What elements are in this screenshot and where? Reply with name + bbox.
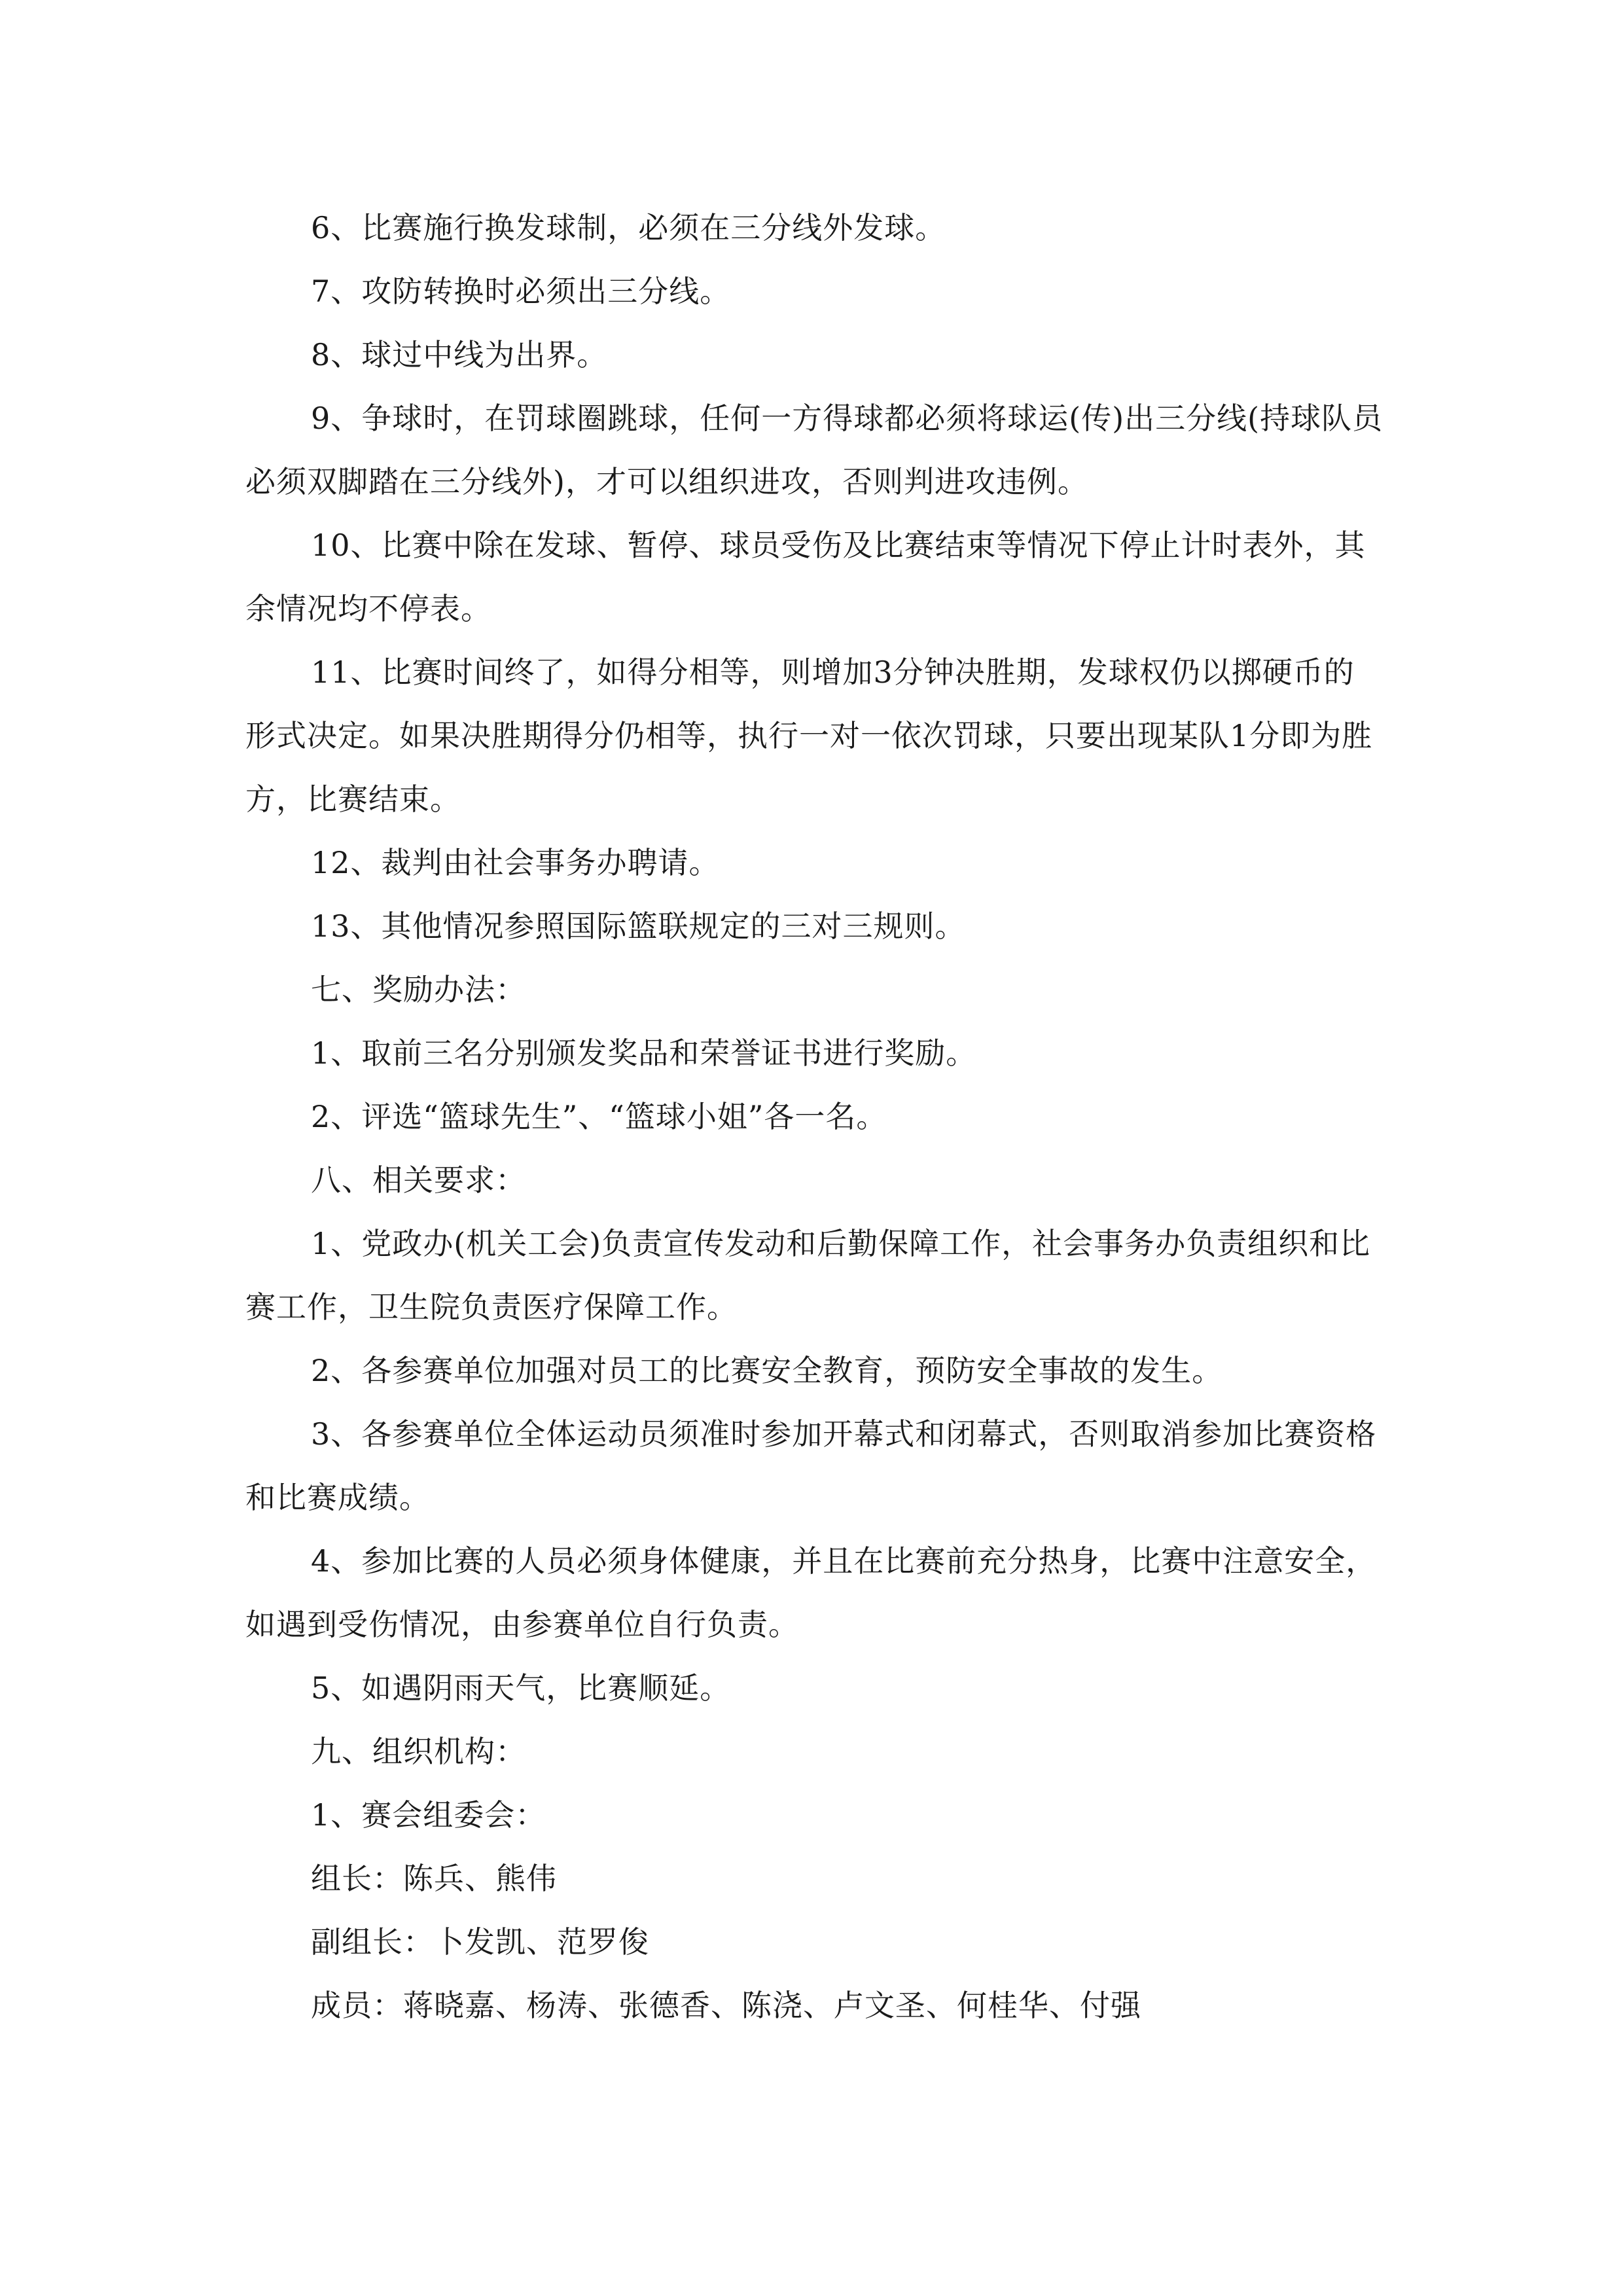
- committee-leader: 组长：陈兵、熊伟: [311, 1861, 557, 1896]
- requirement-2-paragraph: 2、各参赛单位加强对员工的比赛安全教育，预防安全事故的发生。: [311, 1353, 1223, 1388]
- rule-6-paragraph: 6、比赛施行换发球制，必须在三分线外发球。: [311, 210, 946, 245]
- committee-members: 成员：蒋晓嘉、杨涛、张德香、陈浇、卢文圣、何桂华、付强: [311, 1988, 1141, 2023]
- requirement-1-paragraph: 1、党政办(机关工会)负责宣传发动和后勤保障工作，社会事务办负责组织和比赛工作，卫生院负责医疗保障工作。: [245, 1226, 1371, 1325]
- rule-8-paragraph: 8、球过中线为出界。: [311, 337, 608, 372]
- requirement-3-paragraph: 3、各参赛单位全体运动员须准时参加开幕式和闭幕式，否则取消参加比赛资格和比赛成绩。: [245, 1416, 1377, 1515]
- award-2-paragraph: 2、评选“篮球先生”、“篮球小姐”各一名。: [311, 1099, 887, 1134]
- rule-12-paragraph: 12、裁判由社会事务办聘请。: [311, 845, 720, 880]
- rule-9-paragraph: 9、争球时，在罚球圈跳球，任何一方得球都必须将球运(传)出三分线(持球队员必须双脚踏在三分线外)，才可以组织进攻，否则判进攻违例。: [245, 401, 1383, 499]
- section-9-heading: 九、组织机构：: [311, 1734, 526, 1769]
- requirement-4-paragraph: 4、参加比赛的人员必须身体健康，并且在比赛前充分热身，比赛中注意安全，如遇到受伤情况，由参赛单位自行负责。: [245, 1543, 1377, 1642]
- committee-deputy-leader: 副组长：卜发凯、范罗俊: [311, 1924, 649, 1960]
- requirement-5-paragraph: 5、如遇阴雨天气，比赛顺延。: [311, 1670, 731, 1706]
- rule-13-paragraph: 13、其他情况参照国际篮联规定的三对三规则。: [311, 908, 966, 944]
- rule-7-paragraph: 7、攻防转换时必须出三分线。: [311, 274, 731, 309]
- rule-10-paragraph: 10、比赛中除在发球、暂停、球员受伤及比赛结束等情况下停止计时表外，其余情况均不停表。: [245, 528, 1366, 626]
- section-8-heading: 八、相关要求：: [311, 1162, 526, 1198]
- rule-11-paragraph: 11、比赛时间终了，如得分相等，则增加3分钟决胜期，发球权仍以掷硬币的形式决定。如果决胜期得分仍相等，执行一对一依次罚球，只要出现某队1分即为胜方，比赛结束。: [245, 655, 1373, 817]
- section-7-heading: 七、奖励办法：: [311, 972, 526, 1007]
- document-body: [245, 196, 1384, 2037]
- award-1-paragraph: 1、取前三名分别颁发奖品和荣誉证书进行奖励。: [311, 1035, 977, 1071]
- committee-heading: 1、赛会组委会：: [311, 1797, 546, 1833]
